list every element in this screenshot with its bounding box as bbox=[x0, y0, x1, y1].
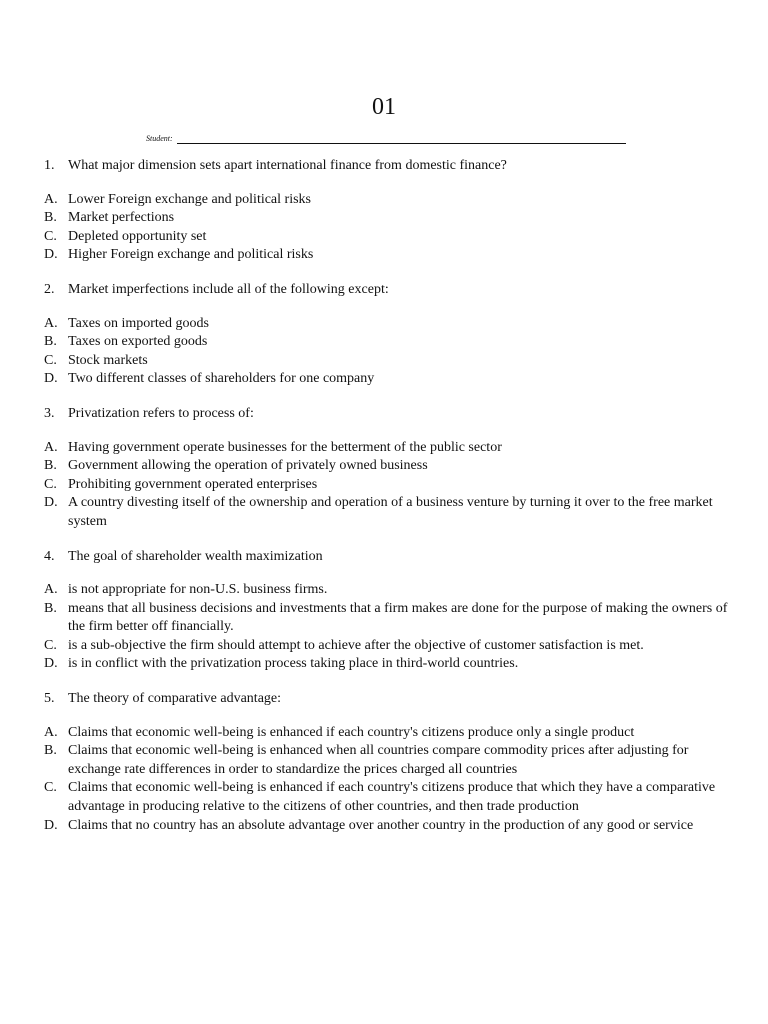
answer-option-a bbox=[44, 581, 734, 600]
question-number: 2. bbox=[44, 281, 55, 297]
option-letter: A. bbox=[44, 439, 58, 455]
answer-option-a bbox=[44, 191, 734, 210]
answer-option-d bbox=[44, 655, 734, 674]
answer-option-a bbox=[44, 315, 734, 334]
question-text: Market imperfections include all of the following except: bbox=[68, 281, 389, 297]
option-text: Claims that economic well-being is enhanced if each country's citizens produce that which they have a comparative advantage in producing relative to the citizens of other countries, and then trade production bbox=[68, 780, 716, 815]
answer-option-c bbox=[44, 637, 734, 656]
option-text: Having government operate businesses for the betterment of the public sector bbox=[68, 439, 502, 455]
option-text: is in conflict with the privatization process taking place in third-world countries. bbox=[68, 656, 519, 672]
answer-option-b bbox=[44, 457, 734, 476]
option-letter: D. bbox=[44, 247, 58, 263]
option-text: Taxes on exported goods bbox=[68, 334, 208, 350]
question-1 bbox=[44, 157, 734, 265]
question-number: 1. bbox=[44, 158, 55, 173]
option-text: means that all business decisions and investments that a firm makes are done for the purpose of making the owners of the firm better off financially. bbox=[68, 600, 728, 635]
student-label: Student: bbox=[146, 134, 173, 143]
option-text: Lower Foreign exchange and political risks bbox=[68, 191, 311, 207]
option-letter: B. bbox=[44, 458, 57, 474]
option-letter: D. bbox=[44, 495, 58, 511]
question-stem bbox=[44, 405, 734, 424]
question-text: The theory of comparative advantage: bbox=[68, 691, 282, 707]
option-letter: C. bbox=[44, 780, 57, 796]
answer-option-b bbox=[44, 333, 734, 352]
option-text: A country divesting itself of the ownership and operation of a business venture by turning it over to the free market system bbox=[68, 495, 713, 529]
option-letter: C. bbox=[44, 228, 57, 244]
answer-option-d bbox=[44, 817, 734, 836]
question-stem bbox=[44, 548, 734, 567]
option-letter: C. bbox=[44, 476, 57, 492]
option-letter: D. bbox=[44, 371, 58, 387]
option-letter: A. bbox=[44, 315, 58, 331]
option-text: Government allowing the operation of privately owned business bbox=[68, 458, 428, 474]
option-text: Taxes on imported goods bbox=[68, 315, 209, 331]
option-text: is a sub-objective the firm should attempt to achieve after the objective of customer satisfaction is met. bbox=[68, 637, 644, 653]
option-letter: C. bbox=[44, 637, 57, 653]
question-stem bbox=[44, 281, 734, 300]
answer-options bbox=[44, 439, 734, 532]
question-3 bbox=[44, 405, 734, 532]
option-letter: D. bbox=[44, 656, 58, 672]
question-text: What major dimension sets apart international finance from domestic finance? bbox=[68, 158, 507, 173]
question-4 bbox=[44, 548, 734, 675]
student-name-blank bbox=[177, 132, 626, 144]
question-number: 4. bbox=[44, 548, 55, 564]
answer-option-c bbox=[44, 352, 734, 371]
option-text: Two different classes of shareholders for one company bbox=[68, 371, 375, 387]
student-name-line bbox=[146, 132, 626, 144]
question-stem bbox=[44, 157, 734, 176]
option-letter: B. bbox=[44, 210, 57, 226]
answer-option-c bbox=[44, 779, 734, 816]
option-letter: A. bbox=[44, 724, 58, 740]
answer-option-d bbox=[44, 246, 734, 265]
option-text: Prohibiting government operated enterprises bbox=[68, 476, 318, 492]
option-text: Depleted opportunity set bbox=[68, 228, 207, 244]
question-list bbox=[44, 155, 734, 851]
option-letter: A. bbox=[44, 582, 58, 598]
answer-option-b bbox=[44, 209, 734, 228]
option-text: Claims that economic well-being is enhanced when all countries compare commodity prices after adjusting for exchange rate differences in order to standardize the prices charged all countries bbox=[68, 743, 689, 777]
question-2 bbox=[44, 281, 734, 389]
option-letter: A. bbox=[44, 191, 58, 207]
answer-option-a bbox=[44, 439, 734, 458]
answer-option-a bbox=[44, 724, 734, 743]
option-text: Claims that no country has an absolute advantage over another country in the production of any good or service bbox=[68, 817, 694, 833]
answer-options bbox=[44, 724, 734, 836]
answer-options bbox=[44, 315, 734, 389]
option-text: Claims that economic well-being is enhanced if each country's citizens produce only a single product bbox=[68, 724, 635, 740]
page-title: 01 bbox=[372, 94, 396, 120]
answer-options bbox=[44, 581, 734, 674]
option-letter: C. bbox=[44, 352, 57, 368]
question-text: Privatization refers to process of: bbox=[68, 405, 254, 421]
option-letter: B. bbox=[44, 600, 57, 616]
answer-option-b bbox=[44, 600, 734, 637]
answer-option-d bbox=[44, 370, 734, 389]
question-stem bbox=[44, 690, 734, 709]
answer-option-c bbox=[44, 228, 734, 247]
answer-option-c bbox=[44, 476, 734, 495]
question-number: 5. bbox=[44, 691, 55, 707]
answer-option-d bbox=[44, 494, 734, 531]
question-text: The goal of shareholder wealth maximization bbox=[68, 548, 323, 564]
option-text: is not appropriate for non-U.S. business firms. bbox=[68, 582, 328, 598]
answer-options bbox=[44, 191, 734, 265]
answer-option-b bbox=[44, 742, 734, 779]
option-letter: D. bbox=[44, 817, 58, 833]
option-text: Stock markets bbox=[68, 352, 148, 368]
question-5 bbox=[44, 690, 734, 835]
option-text: Market perfections bbox=[68, 210, 175, 226]
question-number: 3. bbox=[44, 405, 55, 421]
option-text: Higher Foreign exchange and political risks bbox=[68, 247, 314, 263]
option-letter: B. bbox=[44, 334, 57, 350]
option-letter: B. bbox=[44, 743, 57, 759]
